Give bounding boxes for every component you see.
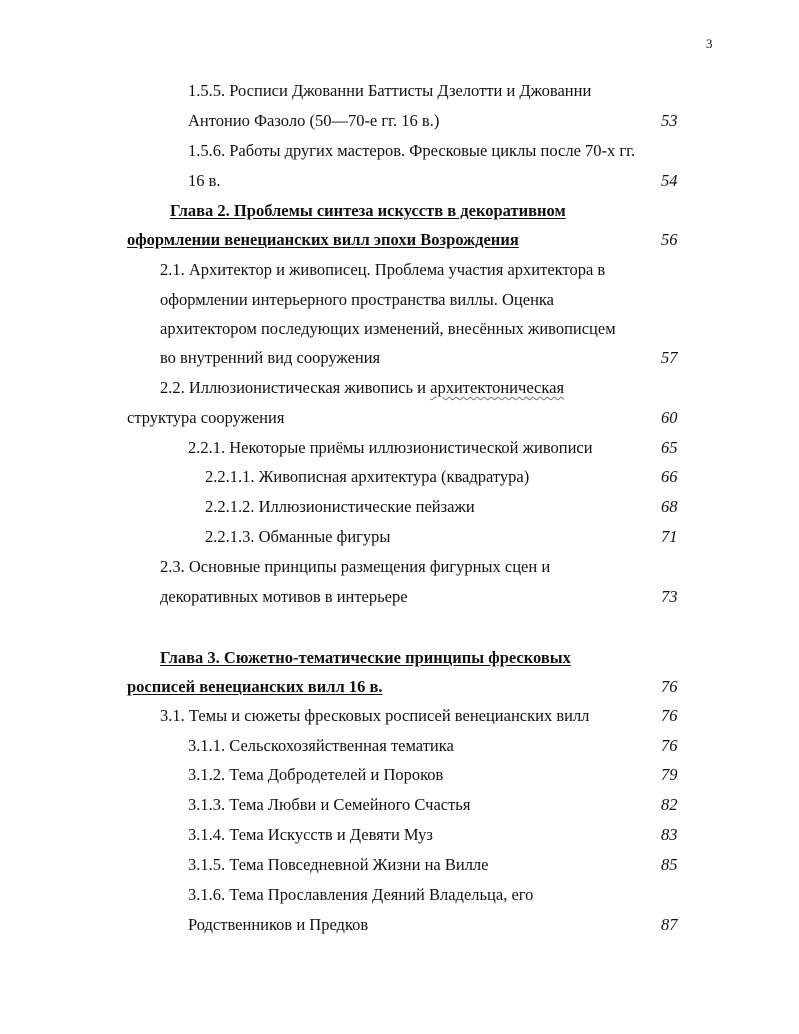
toc-entry-2-2-line-2: структура сооружения (127, 408, 285, 427)
chapter-3-heading-line-1: Глава 3. Сюжетно-тематические принципы фресковых (160, 648, 571, 667)
toc-page-3-1-5: 85 (661, 855, 678, 874)
chapter-2-heading-line-2: оформлении венецианских вилл эпохи Возрождения (127, 230, 519, 249)
toc-entry-2-2-1: 2.2.1. Некоторые приёмы иллюзионистической живописи (188, 438, 593, 457)
toc-page-2-2-1-1: 66 (661, 467, 678, 486)
toc-page-2-1: 57 (661, 348, 678, 367)
toc-entry-2-2-1-3: 2.2.1.3. Обманные фигуры (205, 527, 391, 546)
toc-page-chapter-2: 56 (661, 230, 678, 249)
spellcheck-squiggle-word: архитектоническая (430, 378, 565, 397)
toc-entry-3-1-6-line-1: 3.1.6. Тема Прославления Деяний Владельца, его (188, 885, 534, 904)
toc-entry-1-5-6-line-2: 16 в. (188, 171, 221, 190)
toc-entry-3-1-1: 3.1.1. Сельскохозяйственная тематика (188, 736, 454, 755)
toc-page-3-1-4: 83 (661, 825, 678, 844)
toc-entry-3-1-2: 3.1.2. Тема Добродетелей и Пороков (188, 765, 444, 784)
toc-entry-1-5-5-line-2: Антонио Фазоло (50—70-е гг. 16 в.) (188, 111, 440, 130)
toc-entry-2-1-line-4: во внутренний вид сооружения (160, 348, 381, 367)
toc-page-2-2: 60 (661, 408, 678, 427)
chapter-3-heading-line-2: росписей венецианских вилл 16 в. (127, 677, 383, 696)
toc-entry-2-1-line-3: архитектором последующих изменений, внесённых живописцем (160, 319, 616, 338)
toc-entry-2-2-line-1 (160, 378, 564, 398)
toc-page-1-5-6: 54 (661, 171, 678, 190)
toc-page-2-2-1: 65 (661, 438, 678, 457)
toc-entry-2-2-1-1: 2.2.1.1. Живописная архитектура (квадратура) (205, 467, 530, 486)
toc-page-2-3: 73 (661, 587, 678, 606)
toc-page-3-1: 76 (661, 706, 678, 725)
toc-entry-3-1-5: 3.1.5. Тема Повседневной Жизни на Вилле (188, 855, 489, 874)
toc-entry-3-1-4: 3.1.4. Тема Искусств и Девяти Муз (188, 825, 433, 844)
toc-entry-2-1-line-1: 2.1. Архитектор и живописец. Проблема участия архитектора в (160, 260, 606, 279)
toc-entry-1-5-5-line-1: 1.5.5. Росписи Джованни Баттисты Дзелотти и Джованни (188, 81, 592, 100)
toc-page-2-2-1-2: 68 (661, 497, 678, 516)
toc-page-1-5-5: 53 (661, 111, 678, 130)
toc-entry-1-5-6-line-1: 1.5.6. Работы других мастеров. Фресковые циклы после 70-х гг. (188, 141, 636, 160)
toc-entry-2-1-line-2: оформлении интерьерного пространства виллы. Оценка (160, 290, 555, 309)
toc-page-3-1-2: 79 (661, 765, 678, 784)
toc-page-3-1-1: 76 (661, 736, 678, 755)
toc-page-chapter-3: 76 (661, 677, 678, 696)
toc-page-3-1-3: 82 (661, 795, 678, 814)
toc-entry-3-1-6-line-2: Родственников и Предков (188, 915, 369, 934)
toc-entry-3-1-3: 3.1.3. Тема Любви и Семейного Счастья (188, 795, 471, 814)
toc-page-3-1-6: 87 (661, 915, 678, 934)
toc-page-2-2-1-3: 71 (661, 527, 678, 546)
toc-entry-3-1: 3.1. Темы и сюжеты фресковых росписей венецианских вилл (160, 706, 590, 725)
toc-entry-2-3-line-2: декоративных мотивов в интерьере (160, 587, 408, 606)
toc-entry-2-3-line-1: 2.3. Основные принципы размещения фигурных сцен и (160, 557, 551, 576)
toc-entry-2-2-1-2: 2.2.1.2. Иллюзионистические пейзажи (205, 497, 475, 516)
page-number: 3 (706, 36, 713, 51)
toc-entry-2-2-text: 2.2. Иллюзионистическая живопись и (160, 378, 431, 397)
chapter-2-heading-line-1: Глава 2. Проблемы синтеза искусств в декоративном (170, 201, 566, 220)
